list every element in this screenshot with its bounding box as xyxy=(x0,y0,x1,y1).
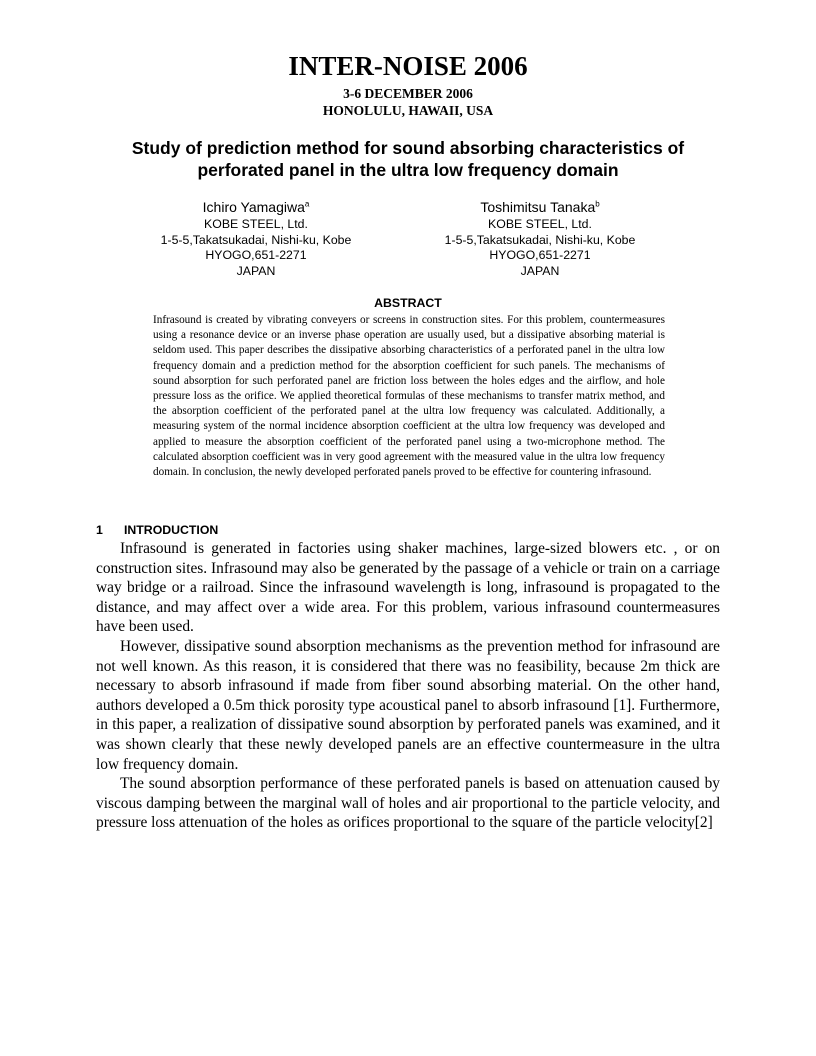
paragraph: However, dissipative sound absorption mechanisms as the prevention method for infrasound are not well known. As this reason, it is considered that there was no feasibility, because 2m thick are necessary to absorb infrasound if made from fiber sound absorbing material. On the other hand, authors developed a 0.5m thick porosity type acoustical panel to absorb infrasound [1]. Furthermore, in this paper, a realization of dissipative sound absorption by perforated panels was examined, and it was shown clearly that these newly developed panels are an effective countermeasure in the ultra low frequency domain. xyxy=(96,637,720,773)
conference-location: HONOLULU, HAWAII, USA xyxy=(322,103,494,118)
author-address: 1-5-5,Takatsukadai, Nishi-ku, Kobe xyxy=(160,232,352,247)
affiliation-mark: a xyxy=(304,199,310,209)
author-address: 1-5-5,Takatsukadai, Nishi-ku, Kobe xyxy=(444,232,636,247)
conference-title: INTER-NOISE 2006 xyxy=(288,51,528,81)
paper-title: Study of prediction method for sound absorbing characteristics of perforated panel in the ultra low frequency domain xyxy=(131,138,685,180)
abstract-heading: ABSTRACT xyxy=(374,296,442,310)
author-company: KOBE STEEL, Ltd. xyxy=(204,217,308,231)
introduction-body xyxy=(96,539,720,833)
section-heading xyxy=(96,523,218,538)
author-name: Toshimitsu Tanaka$^b$ xyxy=(480,199,600,215)
author-postal: HYOGO,651-2271 xyxy=(489,248,591,262)
section-title: INTRODUCTION xyxy=(124,523,219,537)
section-number: 1 xyxy=(96,523,103,537)
author-block-2 xyxy=(424,198,656,279)
author-name: Ichiro Yamagiwa$^a$ xyxy=(202,199,310,215)
author-country: JAPAN xyxy=(520,263,560,278)
conference-date: 3-6 DECEMBER 2006 xyxy=(343,86,473,101)
affiliation-mark: b xyxy=(595,199,600,209)
paragraph: The sound absorption performance of these perforated panels is based on attenuation caused by viscous damping between the marginal wall of holes and air proportional to the particle velocity, and pressure loss attenuation of the holes as orifices proportional to the square of the particle velocity[2] xyxy=(96,775,720,832)
paragraph: Infrasound is generated in factories using shaker machines, large-sized blowers etc. , or on construction sites. Infrasound may also be generated by the passage of a vehicle or train on a carriage way bridge or a railroad. Since the infrasound wavelength is long, infrasound is propagated to the distance, and may affect over a wide area. For this problem, various infrasound countermeasures have been used. xyxy=(96,540,720,636)
author-postal: HYOGO,651-2271 xyxy=(205,248,307,262)
abstract-text: Infrasound is created by vibrating conveyers or screens in construction sites. For this problem, countermeasures using a resonance device or an inverse phase operation are usually used, but a dissipative absorbing material is seldom used. This paper describes the dissipative absorbing characteristics of a perforated panel in the ultra low frequency domain and a prediction method for the absorption coefficient for such panels. The mechanisms of sound absorption for such perforated panel are friction loss between the holes edges and the airflow, and hole pressure loss as the orifice. We applied theoretical formulas of these mechanisms to transfer matrix method, and the absorption coefficient of the perforated panel at the ultra low frequency was calculated. Additionally, a measuring system of the normal incidence absorption coefficient at the ultra low frequency was developed and applied to measure the absorption coefficient of the perforated panel using a two-microphone method. The calculated absorption coefficient was in very good agreement with the measured value in the ultra low frequency domain. In conclusion, the newly developed perforated panels proved to be effective for countering infrasound. xyxy=(153,314,665,479)
author-country: JAPAN xyxy=(236,263,276,278)
author-block-1 xyxy=(140,198,372,279)
author-company: KOBE STEEL, Ltd. xyxy=(488,217,592,231)
